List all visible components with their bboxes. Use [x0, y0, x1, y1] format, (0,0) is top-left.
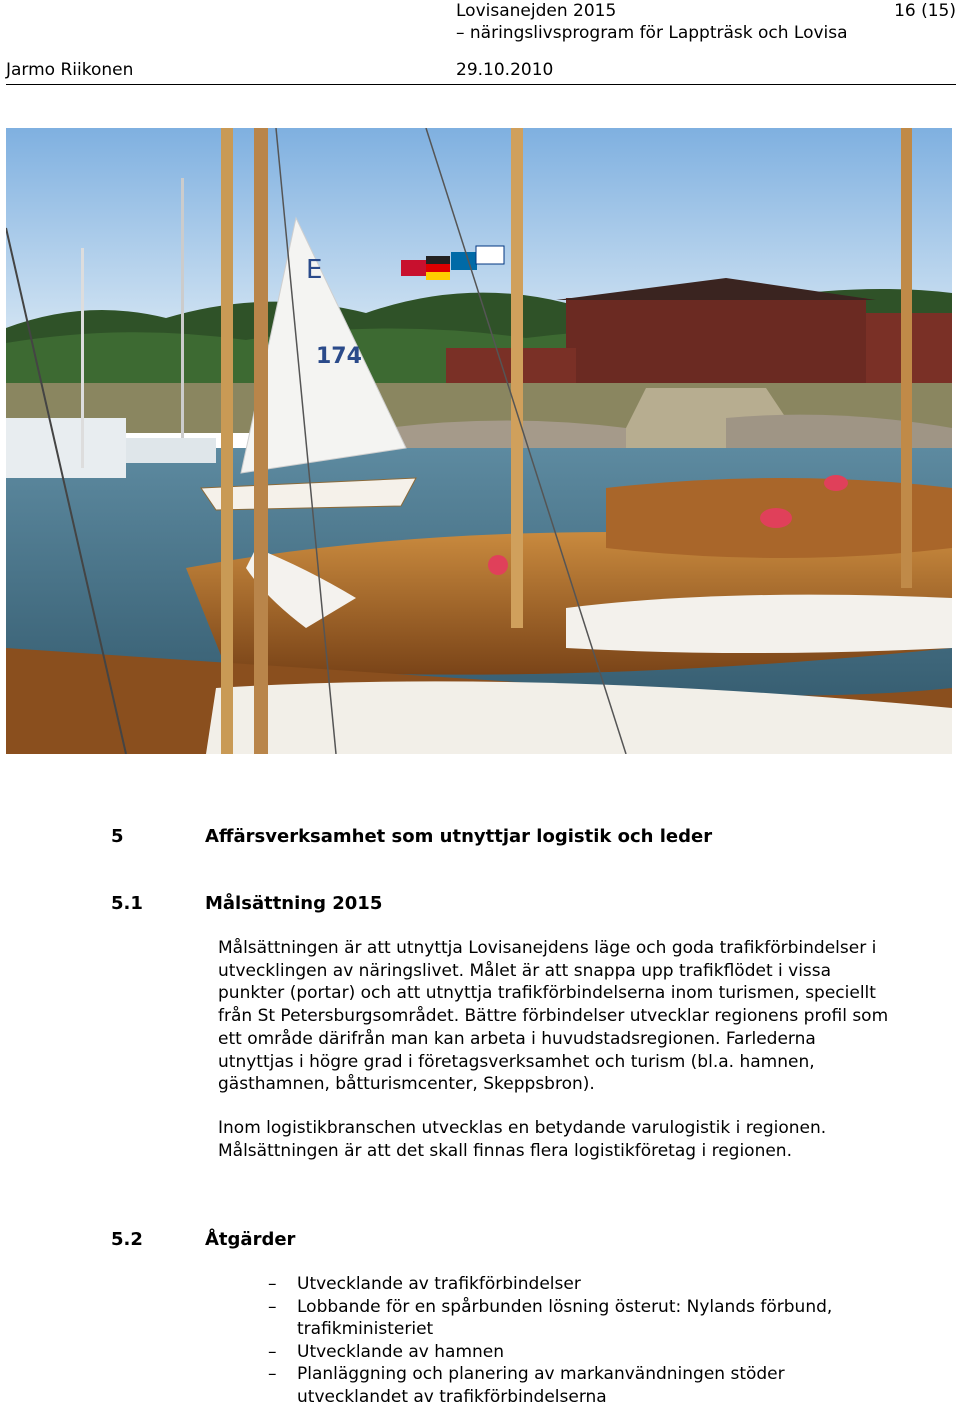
author-name: Jarmo Riikonen [6, 60, 134, 80]
mast [221, 128, 233, 754]
harbor-photo [6, 128, 952, 754]
paragraph-line: från St Petersburgsområdet. Bättre förbindelser utvecklar regionens profil som [218, 1006, 889, 1027]
subsection-title: Målsättning 2015 [205, 893, 383, 914]
paragraph-line: punkter (portar) och att utnyttja trafikförbindelserna inom turismen, speciellt [218, 983, 876, 1004]
paragraph-line: utvecklingen av näringslivet. Målet är att snappa upp trafikflödet i vissa [218, 960, 832, 981]
dash-bullet: – [268, 1296, 277, 1317]
subsection-number: 5.1 [111, 893, 143, 914]
list-item [268, 1341, 958, 1364]
dash-bullet: – [268, 1364, 277, 1384]
list-item-text: Utvecklande av trafikförbindelser [297, 1274, 581, 1294]
list-item [268, 1273, 958, 1296]
paragraph-line: Målsättningen är att utnyttja Lovisanejdens läge och goda trafikförbindelser i [218, 938, 877, 958]
dash-bullet: – [268, 1341, 277, 1362]
subsection-number: 5.2 [111, 1229, 143, 1250]
svg-text:174: 174 [316, 344, 362, 369]
boathouse [566, 298, 866, 383]
document-date: 29.10.2010 [456, 60, 554, 80]
list-item-text: trafikministeriet [297, 1319, 434, 1339]
paragraph-line: ett område därifrån man kan arbeta i huvudstadsregionen. Farlederna [218, 1028, 816, 1049]
page-header [456, 0, 956, 44]
list-item-text: utvecklandet av trafikförbindelserna [297, 1386, 607, 1407]
list-item [268, 1296, 958, 1341]
measures-list [268, 1273, 958, 1408]
paragraph-line: Målsättningen är att det skall finnas flera logistikföretag i regionen. [218, 1140, 792, 1161]
section-title: Affärsverksamhet som utnyttjar logistik och leder [205, 826, 713, 847]
list-item-text: Lobbande för en spårbunden lösning österut: Nylands förbund, [297, 1296, 833, 1317]
list-item-text: Utvecklande av hamnen [297, 1341, 505, 1362]
paragraph-goals [218, 937, 956, 1096]
document-subtitle: – näringslivsprogram för Lappträsk och Lovisa [456, 23, 848, 43]
paragraph-line: Inom logistikbranschen utvecklas en betydande varulogistik i regionen. [218, 1118, 827, 1138]
paragraph-line: utnyttjas i högre grad i företagsverksamhet och turism (bl.a. hamnen, [218, 1051, 815, 1072]
page-number: 16 (15) [894, 1, 956, 21]
svg-text:E: E [306, 255, 323, 285]
section-number: 5 [111, 826, 124, 847]
subsection-title: Åtgärder [205, 1229, 296, 1250]
document-title: Lovisanejden 2015 [456, 1, 617, 21]
paragraph-line: gästhamnen, båtturismcenter, Skeppsbron). [218, 1074, 595, 1095]
header-rule [6, 84, 956, 85]
list-item-text: Planläggning och planering av markanvändningen stöder [297, 1364, 785, 1384]
paragraph-logistics [218, 1117, 956, 1162]
list-item [268, 1363, 958, 1408]
dash-bullet: – [268, 1274, 277, 1294]
